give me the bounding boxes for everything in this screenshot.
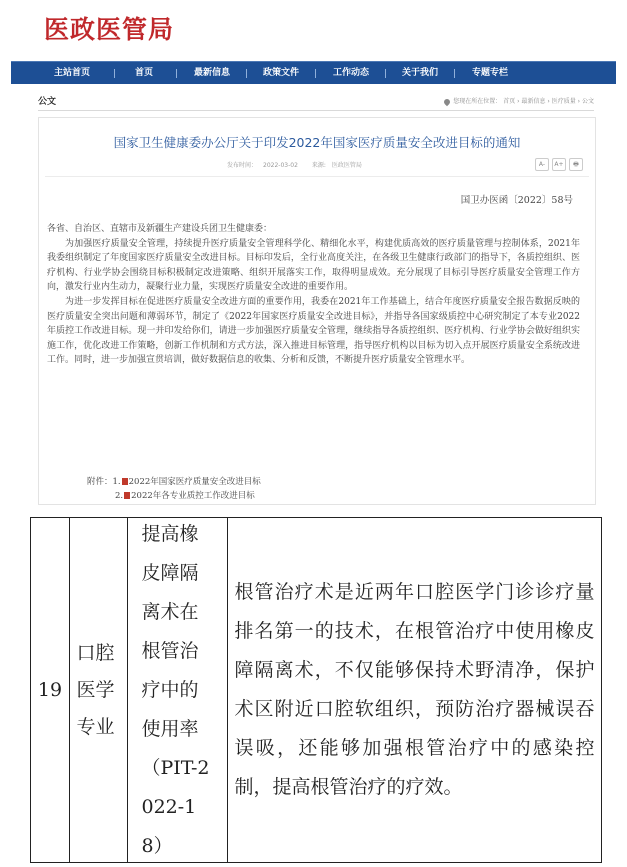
pdf-file-icon [122,478,128,485]
paragraph-2: 为进一步发挥目标在促进医疗质量安全改进方面的重要作用，我委在2021年工作基础上，结合年度医疗质量安全报告数据反映的医疗质量安全突出问题和薄弱环节，制定了《2022年国家医疗质量安全改进目标》，并指导各国家级质控中心研究制定了本专业2022年质控工作改进目标。现一并印发给你们，请进一步加强医疗质量安全管理，继续指导各质控组织、医疗机构、行业学协会做好组织实施工作，优化改进工作策略，创新工作机制和方式方法，深入推进目标管理，指导医疗机构以目标为切入点开展医疗质量安全系统改进工作。同时，进一步加强宣贯培训，做好数据信息的收集、分析和反馈，不断提升医疗质量安全管理水平。 [47,296,580,366]
table-cell-department [70,518,127,862]
article-meta [227,160,374,169]
nav-separator [246,69,247,78]
breadcrumb [444,96,594,105]
breadcrumb-current: 公文 [581,98,594,105]
table-cell-number [31,518,69,862]
article-title: 国家卫生健康委办公厅关于印发2022年国家医疗质量安全改进目标的通知 [113,135,521,150]
nav-separator [315,69,316,78]
attachments-label: 附件： [87,477,113,487]
indicator-text: 提高橡皮障隔离术在根管治疗中的使用率（PIT-2022-18） [141,522,210,857]
publish-date-label: 发布时间： [227,162,258,169]
nav-item-latest[interactable]: 最新信息 [194,68,231,78]
attachment-row [87,475,261,489]
article-container [38,117,596,505]
paragraph-1: 为加强医疗质量安全管理，持续提升医疗质量安全管理科学化、精细化水平，构建优质高效的医疗质量管理与控制体系，2021年我委组织制定了年度国家医疗质量安全改进目标。目标印发后，全行业高度关注，在各级卫生健康行政部门的指导下，各质控组织、医疗机构、行业学协会围绕目标积极制定改进策略、组织开展落实工作，取得明显成效。充分展现了目标引导医疗质量安全管理工作方向，激发行业内生动力，凝聚行业力量，实现医疗质量安全改进的重要作用。 [47,238,580,293]
nav-item-work-news[interactable]: 工作动态 [333,68,370,78]
source [312,162,368,169]
attachment-link[interactable]: 2022年国家医疗质量安全改进目标 [128,477,261,487]
breadcrumb-separator: › [547,98,550,105]
source-label: 来源: [311,162,326,169]
print-button[interactable]: 🖶 [569,158,583,171]
nav-separator [385,69,386,78]
document-number: 国卫办医函〔2022〕58号 [460,195,573,206]
section-label: 公文 [38,97,57,107]
pdf-file-icon [124,492,130,499]
attachment-row [87,489,261,503]
main-nav [11,61,616,84]
publish-date [227,162,304,169]
breadcrumb-bar [38,92,594,111]
nav-separator [176,69,177,78]
breadcrumb-separator: › [577,98,581,105]
site-title: 医政医管局 [44,15,175,44]
breadcrumb-separator: › [517,98,520,105]
source-value: 医政医管局 [331,162,362,169]
nav-separator [114,69,115,78]
breadcrumb-prefix: 您现在所在位置： [453,98,502,105]
table-cell-description [228,518,601,862]
location-pin-icon [443,97,451,105]
font-increase-button[interactable]: A+ [552,158,566,171]
font-decrease-button[interactable]: A- [535,158,549,171]
attachment-number: 1. [112,477,121,487]
table-cell-indicator [128,518,227,862]
department-text: 口腔医学专业 [76,641,115,738]
nav-item-home[interactable]: 首页 [135,68,154,78]
attachment-link[interactable]: 2022年各专业质控工作改进目标 [131,491,255,501]
breadcrumb-link[interactable]: 首页 [503,98,516,105]
breadcrumb-link[interactable]: 医疗质量 [551,98,576,105]
attachments [87,475,261,503]
article-body [47,222,580,368]
breadcrumb-link[interactable]: 最新信息 [521,98,546,105]
publish-date-value: 2022-03-02 [263,162,298,169]
meta-divider [45,176,589,177]
salutation: 各省、自治区、直辖市及新疆生产建设兵团卫生健康委： [47,224,273,234]
description-text: 根管治疗术是近两年口腔医学门诊诊疗量排名第一的技术，在根管治疗中使用橡皮障隔离术，不仅能够保持术野清净，保护术区附近口腔软组织，预防治疗器械误吞误吸，还能够加强根管治疗中的感染控制，提高根管治疗的疗效。 [234,581,595,798]
row-number: 19 [37,679,63,701]
attachment-number: 2. [115,491,124,501]
nav-item-main-home[interactable]: 主站首页 [54,68,91,78]
nav-item-about[interactable]: 关于我们 [402,68,439,78]
nav-item-policy[interactable]: 政策文件 [263,68,300,78]
nav-separator [454,69,455,78]
target-table [30,517,602,863]
nav-item-topics[interactable]: 专题专栏 [472,68,509,78]
